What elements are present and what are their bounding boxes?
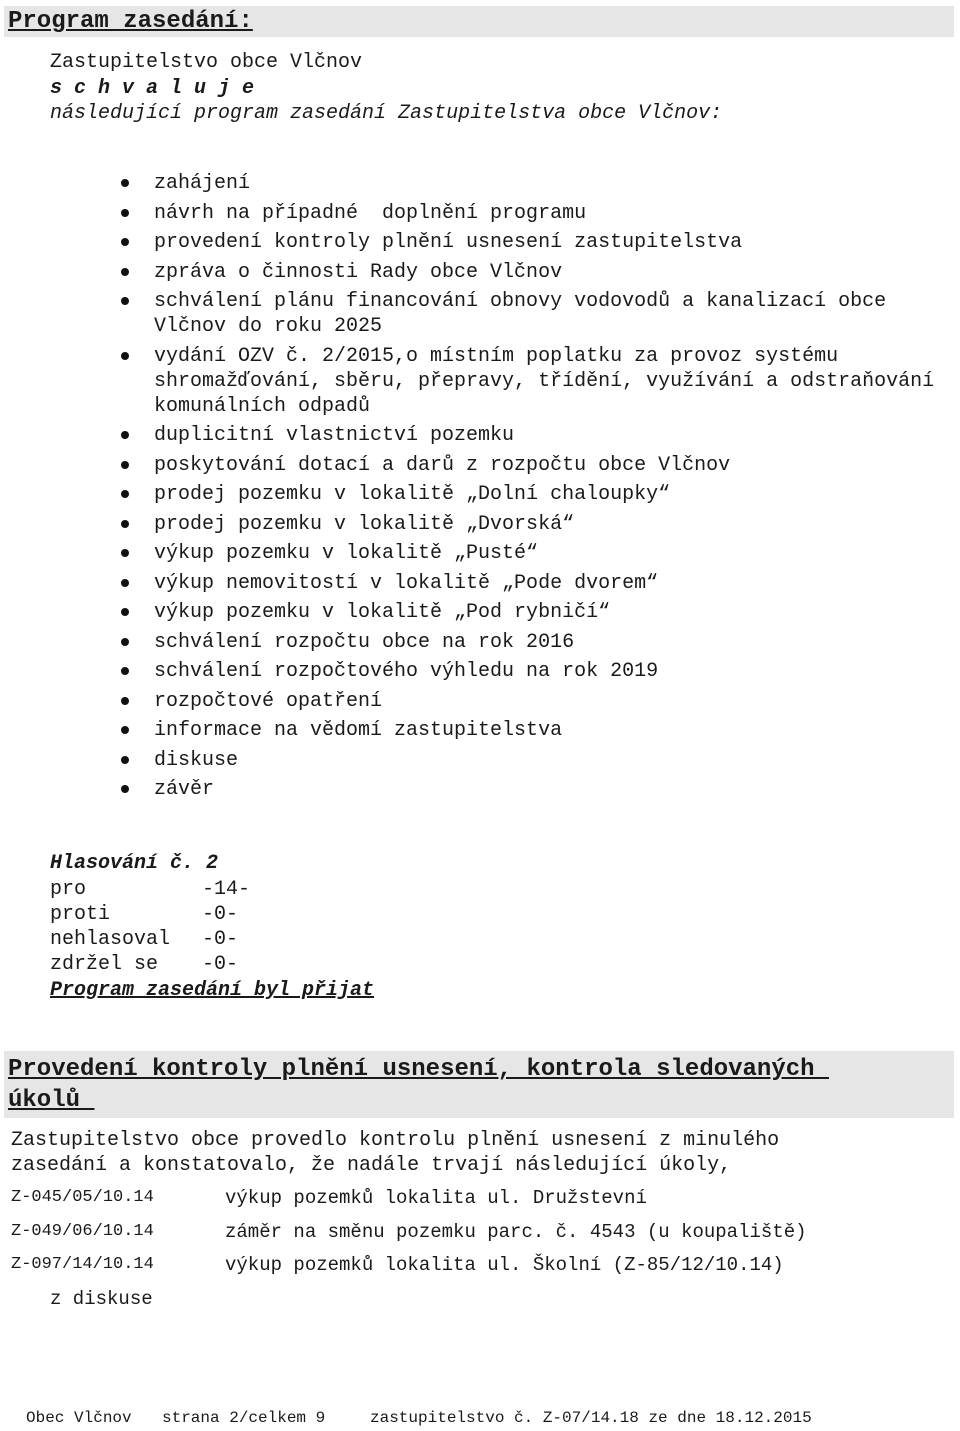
- agenda-item: schválení plánu financování obnovy vodovodů a kanalizací obce Vlčnov do roku 2025: [110, 289, 940, 339]
- agenda-item: závěr: [110, 777, 940, 802]
- agenda-item: zpráva o činnosti Rady obce Vlčnov: [110, 260, 940, 285]
- task-id: Z-049/06/10.14: [11, 1222, 154, 1241]
- intro-line-resolves: s c h v a l u j e: [50, 77, 255, 100]
- footer-municipality: Obec Vlčnov: [26, 1409, 132, 1427]
- control-text-line: Zastupitelstvo obce provedlo kontrolu plnění usnesení z minulého: [11, 1129, 780, 1152]
- section-heading-line: úkolů: [8, 1087, 95, 1114]
- agenda-item: informace na vědomí zastupitelstva: [110, 718, 940, 743]
- agenda-item: zahájení: [110, 171, 940, 196]
- intro-line-following: následující program zasedání Zastupitelstva obce Vlčnov:: [50, 102, 723, 125]
- agenda-item: výkup pozemku v lokalitě „Pod rybničí“: [110, 600, 940, 625]
- task-id: Z-045/05/10.14: [11, 1188, 154, 1207]
- agenda-item: výkup pozemku v lokalitě „Pusté“: [110, 541, 940, 566]
- task-id: Z-097/14/10.14: [11, 1255, 154, 1274]
- agenda-item: schválení rozpočtového výhledu na rok 2019: [110, 659, 940, 684]
- vote-label-zdrzel: zdržel se: [50, 953, 159, 976]
- section-heading-program: Program zasedání:: [4, 6, 954, 37]
- agenda-item: diskuse: [110, 748, 940, 773]
- intro-line-body: Zastupitelstvo obce Vlčnov: [50, 51, 363, 74]
- agenda-item: rozpočtové opatření: [110, 689, 940, 714]
- vote-label-proti: proti: [50, 903, 111, 926]
- agenda-item: vydání OZV č. 2/2015,o místním poplatku za provoz systému shromažďování, sběru, přepravy, třídění, využívání a odstraňování komunálních odpadů: [110, 344, 940, 419]
- vote-value-zdrzel: -0-: [202, 953, 239, 976]
- vote-label-nehlasoval: nehlasoval: [50, 928, 171, 951]
- agenda-list: [110, 171, 947, 807]
- section-heading-line: Provedení kontroly plnění usnesení, kontrola sledovaných: [8, 1056, 829, 1083]
- task-text: výkup pozemků lokalita ul. Školní (Z-85/12/10.14): [225, 1254, 784, 1276]
- task-text: záměr na směnu pozemku parc. č. 4543 (u koupaliště): [225, 1221, 807, 1243]
- agenda-item: poskytování dotací a darů z rozpočtu obce Vlčnov: [110, 453, 940, 478]
- task-note: z diskuse: [50, 1288, 153, 1310]
- vote-title: Hlasování č. 2: [50, 852, 219, 875]
- agenda-item: výkup nemovitostí v lokalitě „Pode dvorem“: [110, 571, 940, 596]
- vote-value-nehlasoval: -0-: [202, 928, 239, 951]
- agenda-item: schválení rozpočtu obce na rok 2016: [110, 630, 940, 655]
- agenda-item: návrh na případné doplnění programu: [110, 201, 940, 226]
- task-text: výkup pozemků lokalita ul. Družstevní: [225, 1187, 647, 1209]
- footer-meeting: zastupitelstvo č. Z-07/14.18 ze dne 18.12.2015: [370, 1409, 812, 1427]
- agenda-item: prodej pozemku v lokalitě „Dolní chaloupky“: [110, 482, 940, 507]
- vote-value-proti: -0-: [202, 903, 239, 926]
- vote-value-pro: -14-: [202, 878, 251, 901]
- agenda-item: provedení kontroly plnění usnesení zastupitelstva: [110, 230, 940, 255]
- vote-result: Program zasedání byl přijat: [50, 979, 375, 1002]
- agenda-item: prodej pozemku v lokalitě „Dvorská“: [110, 512, 940, 537]
- agenda-item: duplicitní vlastnictví pozemku: [110, 423, 940, 448]
- footer-page: strana 2/celkem 9: [162, 1409, 326, 1427]
- vote-label-pro: pro: [50, 878, 87, 901]
- section-heading-control: [4, 1051, 954, 1118]
- control-text-line: zasedání a konstatovalo, že nadále trvají následující úkoly,: [11, 1154, 732, 1177]
